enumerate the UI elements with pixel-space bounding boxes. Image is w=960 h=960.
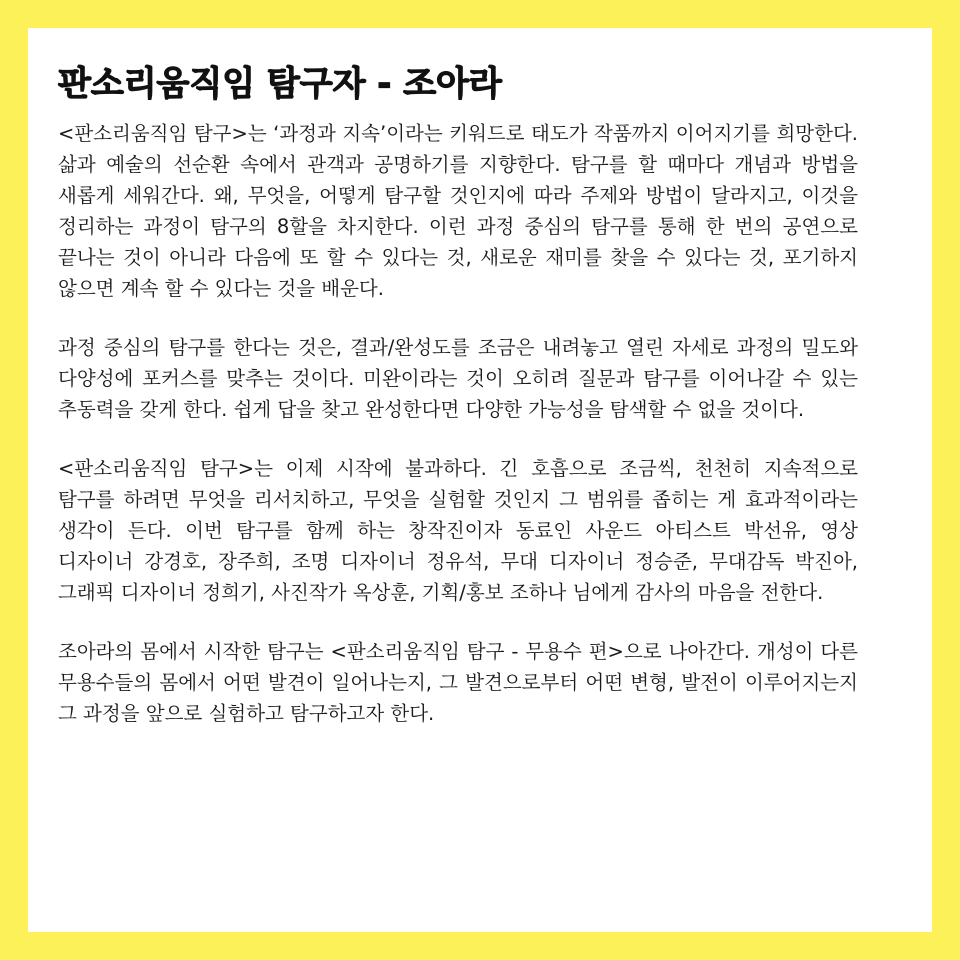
paragraph-4: 조아라의 몸에서 시작한 탐구는 <판소리움직임 탐구 - 무용수 편>으로 나아간다. 개성이 다른 무용수들의 몸에서 어떤 발견이 일어나는지, 그 발견으로부터 어떤 변형, 발전이 이루어지는지 그 과정을 앞으로 실험하고 탐구하고자 한다. (58, 640, 858, 725)
paragraph-3: <판소리움직임 탐구>는 이제 시작에 불과하다. 긴 호흡으로 조금씩, 천천히 지속적으로 탐구를 하려면 무엇을 리서치하고, 무엇을 실험할 것인지 그 범위를 좁히는 게 효과적이라는 생각이 든다. 이번 탐구를 함께 하는 창작진이자 동료인 사운드 아티스트 박선유, 영상 디자이너 강경호, 장주희, 조명 디자이너 정유석, 무대 디자이너 정승준, 무대감독 박진아, 그래픽 디자이너 정희기, 사진작가 옥상훈, 기획/홍보 조하나 님에게 감사의 마음을 전한다. (58, 457, 858, 604)
paragraph-2: 과정 중심의 탐구를 한다는 것은, 결과/완성도를 조금은 내려놓고 열린 자세로 과정의 밀도와 다양성에 포커스를 맞추는 것이다. 미완이라는 것이 오히려 질문과 탐구를 이어나갈 수 있는 추동력을 갖게 한다. 쉽게 답을 찾고 완성한다면 다양한 가능성을 탐색할 수 없을 것이다. (58, 336, 858, 421)
page-title: 판소리움직임 탐구자 - 조아라 (58, 64, 502, 104)
article-body (58, 118, 858, 729)
paragraph-1: <판소리움직임 탐구>는 ‘과정과 지속’이라는 키워드로 태도가 작품까지 이어지기를 희망한다. 삶과 예술의 선순환 속에서 관객과 공명하기를 지향한다. 탐구를 할 때마다 개념과 방법을 새롭게 세워간다. 왜, 무엇을, 어떻게 탐구할 것인지에 따라 주제와 방법이 달라지고, 이것을 정리하는 과정이 탐구의 8할을 차지한다. 이런 과정 중심의 탐구를 통해 한 번의 공연으로 끝나는 것이 아니라 다음에 또 할 수 있다는 것, 새로운 재미를 찾을 수 있다는 것, 포기하지 않으면 계속 할 수 있다는 것을 배운다. (58, 122, 858, 300)
